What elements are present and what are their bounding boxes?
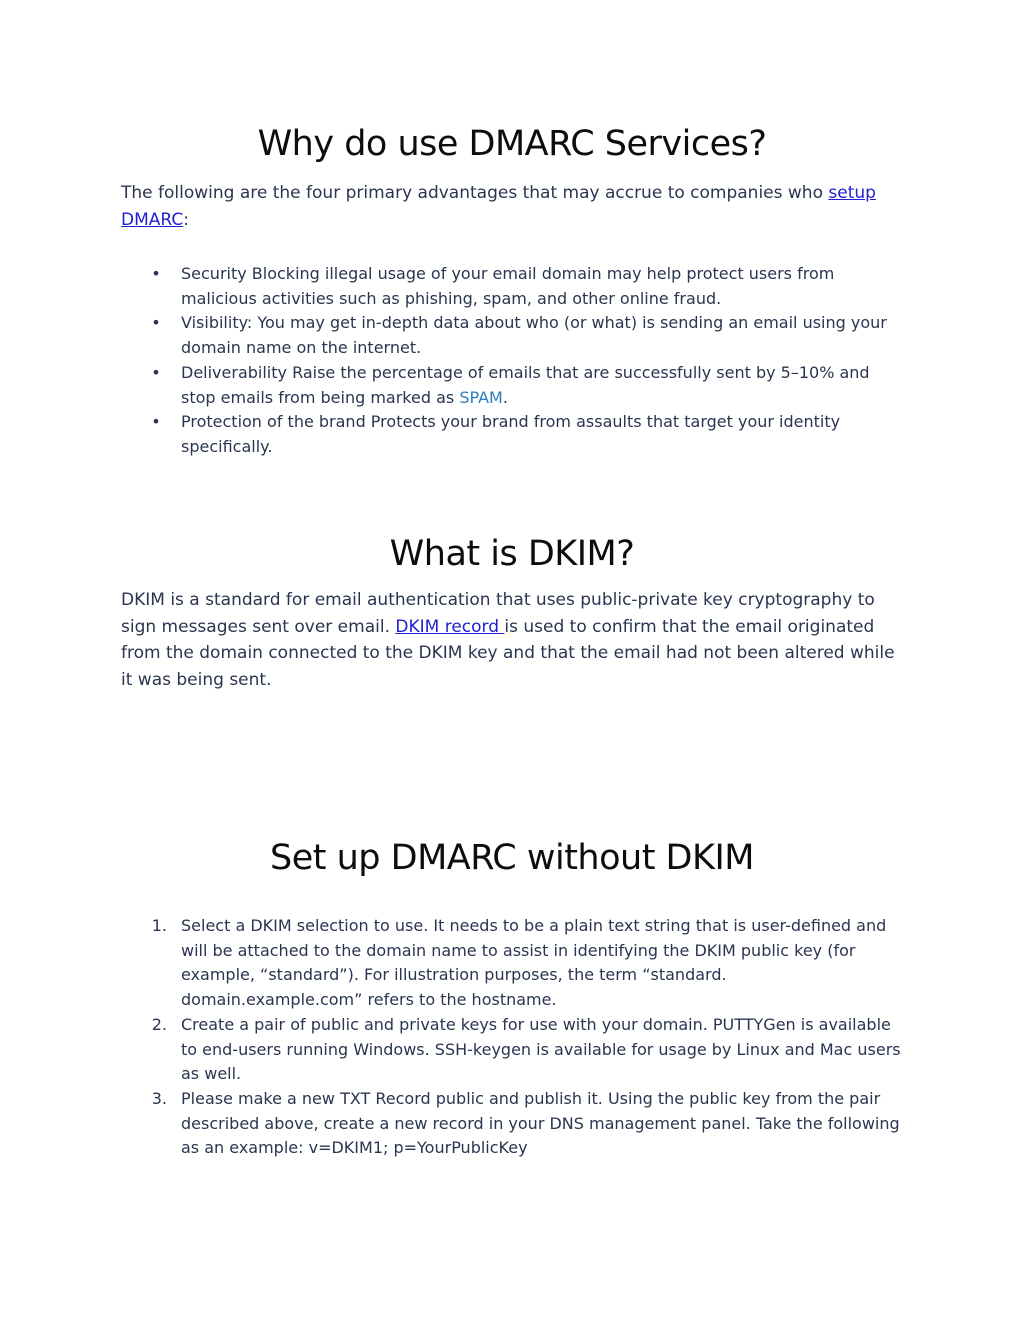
heading-setup-dmarc-without-dkim: Set up DMARC without DKIM [270,838,754,878]
list-item-security [145,262,905,311]
heading-what-is-dkim: What is DKIM? [389,534,635,574]
bullet-icon: • [151,412,161,432]
heading-why-dmarc: Why do use DMARC Services? [257,124,767,164]
list-item-text: Protection of the brand Protects your brand from assaults that target your identity specifically. [181,412,841,456]
list-item-step-1 [145,914,905,1013]
advantages-list [145,262,905,460]
dkim-record-link[interactable]: DKIM record [395,616,505,637]
list-item-text: Security Blocking illegal usage of your email domain may help protect users from malicious activities such as phishing, spam, and other online fraud. [181,264,835,308]
setup-dmarc-link[interactable]: setup DMARC [121,183,876,230]
dkim-desc-suffix: is used to confirm that the email originated from the domain connected to the DKIM key and that the email had not been altered while it was being sent. [121,616,895,690]
step-number: 3. [151,1088,167,1108]
intro-suffix: : [183,209,189,230]
spam-term: SPAM [459,387,503,407]
step-text: Please make a new TXT Record public and publish it. Using the public key from the pair described above, create a new record in your DNS management panel. Take the following as an example: v=DKIM1; p=YourPublicKey [181,1088,900,1158]
step-text: Select a DKIM selection to use. It needs to be a plain text string that is user-defined and will be attached to the domain name to assist in identifying the DKIM public key (for example, “standard”). For illustration purposes, the term “standard. domain.example.com” refers to the hostname. [181,916,887,1010]
list-item-step-2 [145,1013,905,1087]
list-item-suffix: . [502,387,508,407]
bullet-icon: • [151,362,161,382]
list-item-text: Visibility: You may get in-depth data about who (or what) is sending an email using your domain name on the internet. [181,313,887,358]
bullet-icon: • [151,313,161,333]
intro-paragraph [121,180,911,233]
dkim-desc-text: DKIM is a standard for email authentication that uses public-private key cryptography to sign messages sent over email. [121,590,875,637]
step-number: 2. [151,1014,167,1034]
bullet-icon: • [151,264,161,283]
list-item-step-3 [145,1087,905,1161]
step-number: 1. [151,916,167,935]
list-item-deliverability [145,361,905,410]
dkim-description [121,587,911,693]
setup-steps-list [145,914,905,1161]
step-text: Create a pair of public and private keys for use with your domain. PUTTYGen is available to end-users running Windows. SSH-keygen is available for usage by Linux and Mac users as well. [181,1014,901,1084]
list-item-visibility [145,311,905,360]
list-item-brand-protection [145,410,905,459]
intro-text: The following are the four primary advantages that may accrue to companies who [121,183,829,203]
list-item-text: Deliverability Raise the percentage of emails that are successfully sent by 5–10% and stop emails from being marked as [181,362,870,407]
